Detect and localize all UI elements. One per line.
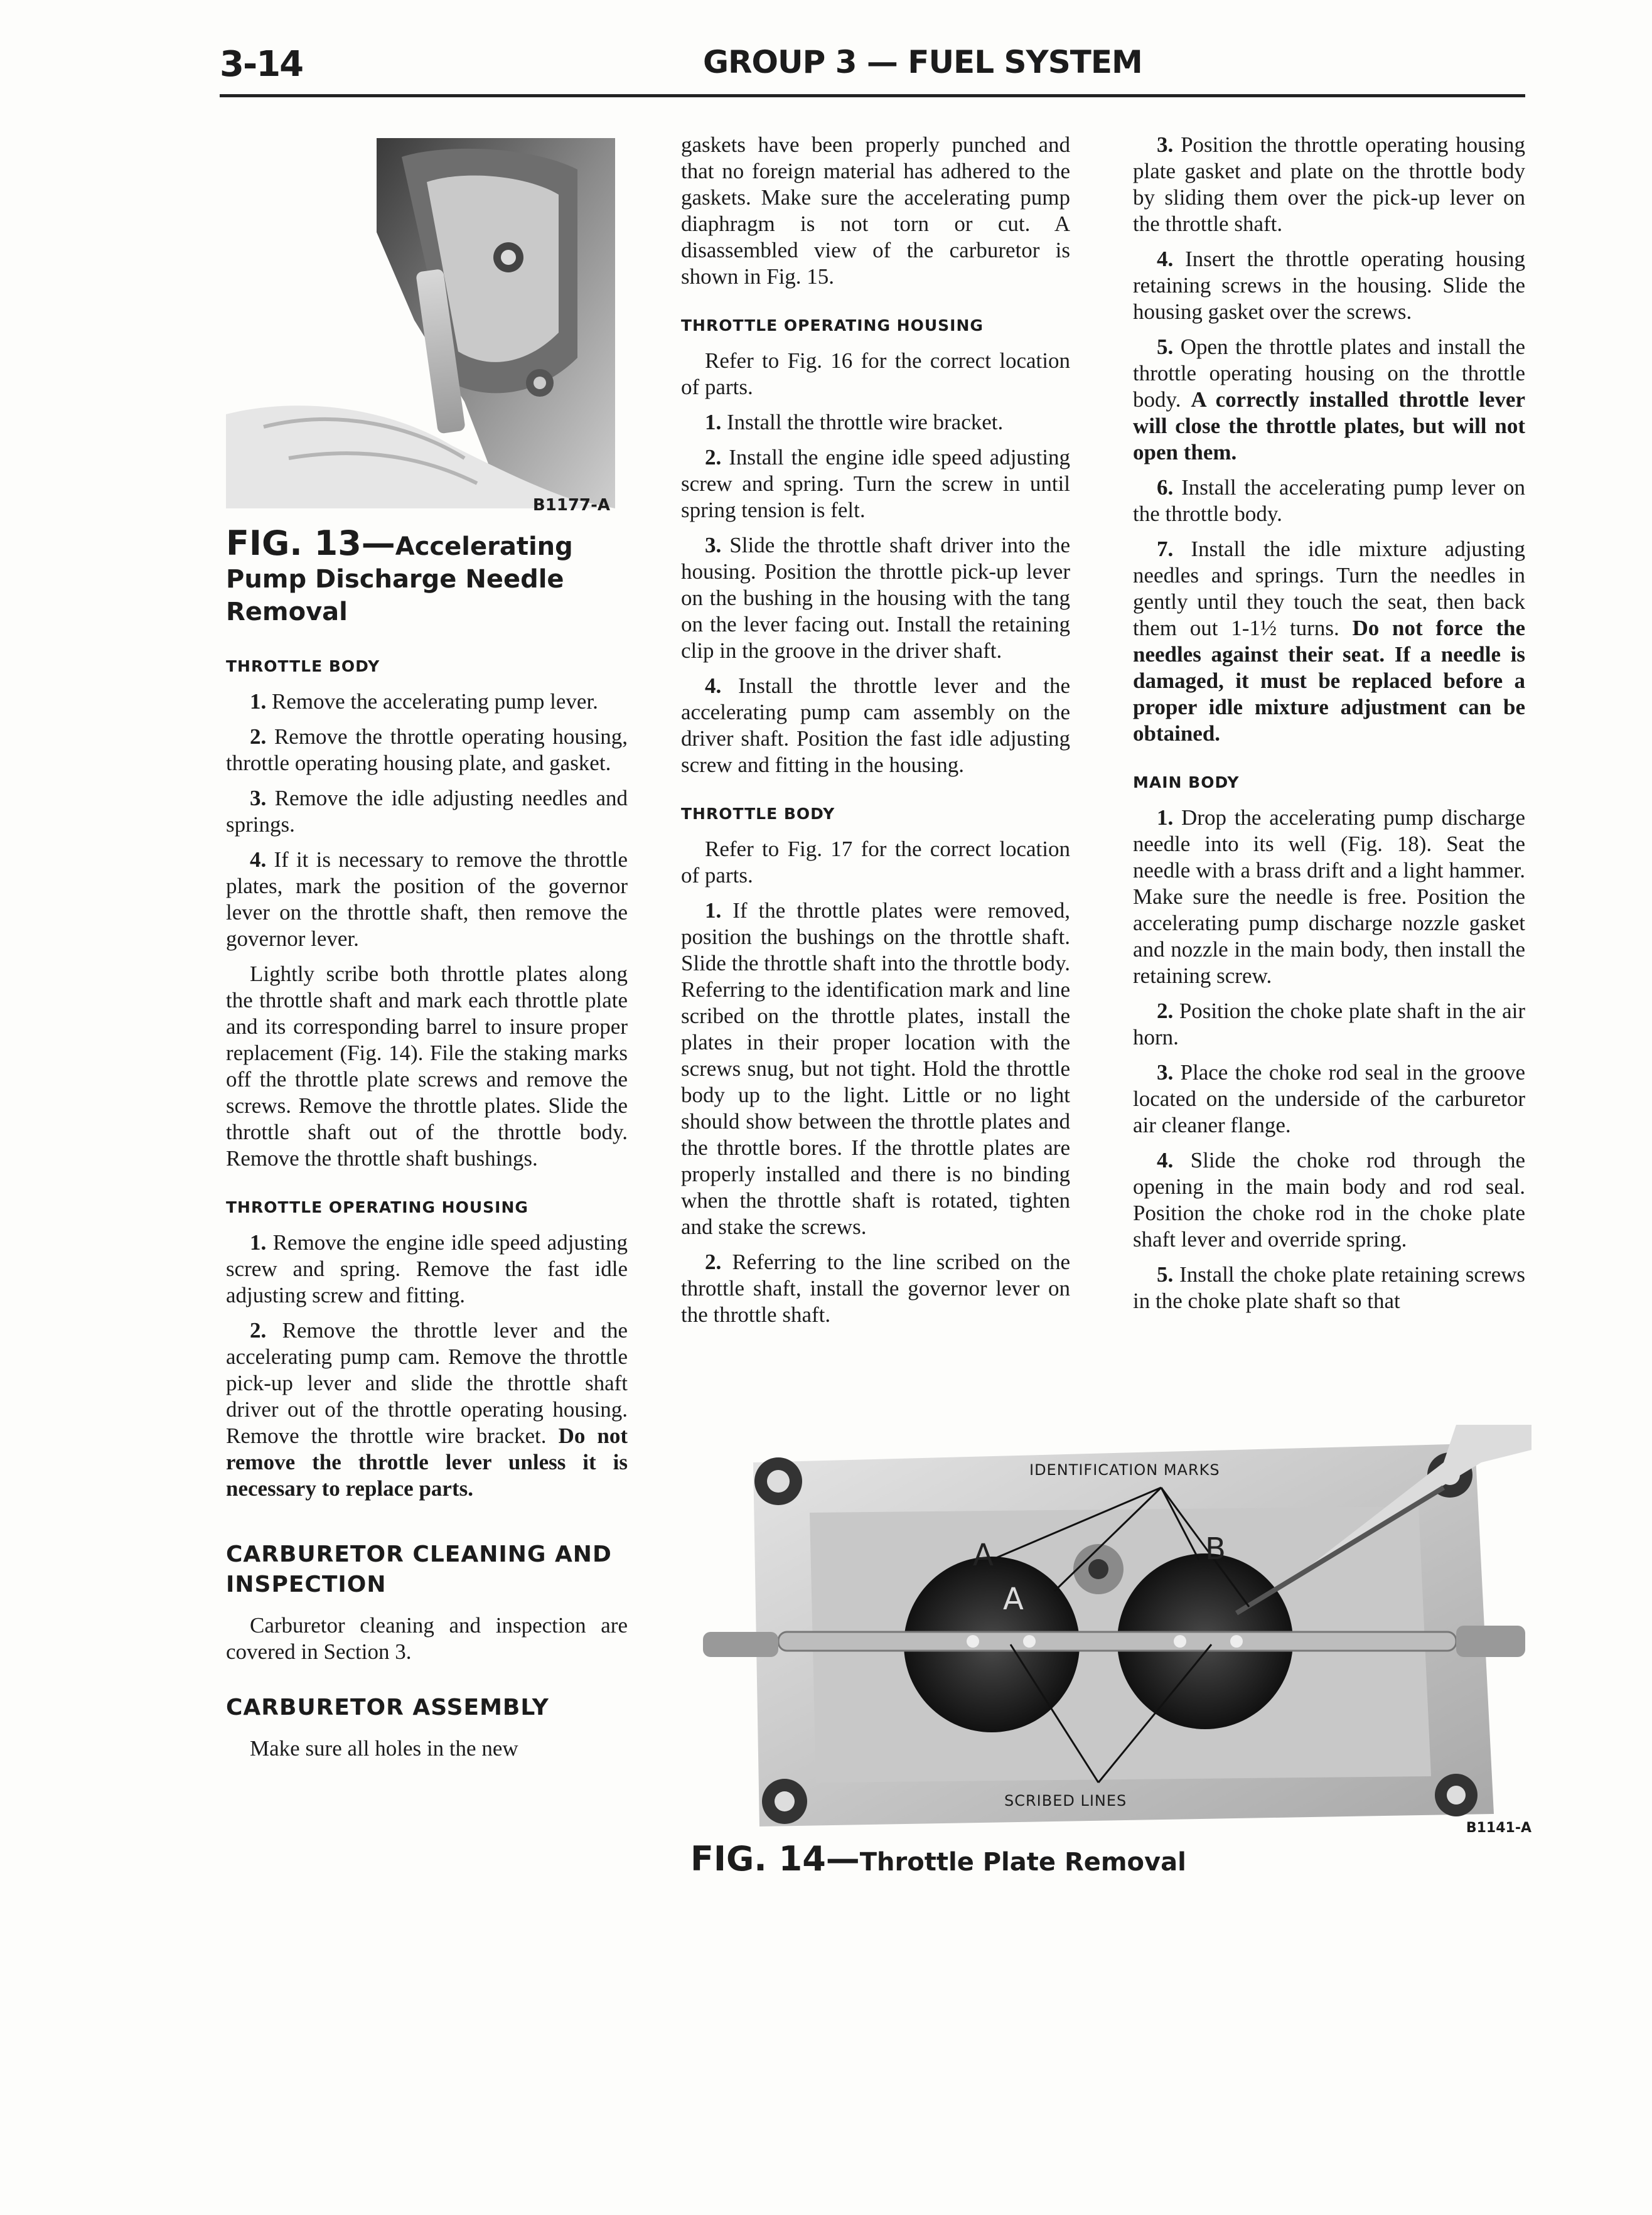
para-gaskets: gaskets have been properly punched and that no foreign material has adhered to the gaskets. Make sure the accelerating pump diaphragm is not torn or cut. A disassembled view of the carburetor is shown in Fig. 15. — [681, 132, 1070, 289]
warning-throttle-lever: Do not remove the throttle lever unless it is necessary to replace parts. — [226, 1424, 628, 1501]
letter-a-top: A — [973, 1538, 994, 1573]
step-a-2: 2. Install the engine idle speed adjusting screw and spring. Turn the screw in until spring tension is felt. — [681, 445, 1070, 522]
step-toh-2: 2. Remove the throttle lever and the accelerating pump cam. Remove the throttle pick-up lever and slide the throttle shaft driver out of the throttle operating housing. Remove the throttle wire bracket. Do not remove the throttle lever unless it is necessary to replace parts. — [226, 1318, 628, 1501]
page-group-title: GROUP 3 — FUEL SYSTEM — [703, 44, 1142, 80]
fig14-code: B1141-A — [1466, 1820, 1531, 1836]
step-m-5: 5. Install the choke plate retaining screws in the choke plate shaft so that — [1133, 1262, 1526, 1313]
fig13-label: FIG. 13— — [226, 523, 395, 563]
para-scribe: Lightly scribe both throttle plates along the throttle shaft and mark each throttle plate and its corresponding barrel to insure proper replacement (Fig. 14). File the staking marks off the throttle plate screws and remove the screws. Remove the throttle plates. Slide the throttle shaft out of the throttle body. Remove the throttle shaft bushings. — [226, 962, 628, 1171]
column-middle — [681, 132, 1070, 1337]
section-carburetor-assembly: CARBURETOR ASSEMBLY — [226, 1695, 549, 1720]
subhead-throttle-operating-housing: THROTTLE OPERATING HOUSING — [226, 1198, 528, 1216]
fig13-title: Accelerating Pump Discharge Needle Removal — [226, 532, 573, 626]
label-scribed-lines: SCRIBED LINES — [1004, 1792, 1127, 1810]
step-tb-1: 1. Remove the accelerating pump lever. — [250, 689, 598, 714]
step-tb-2: 2. Remove the throttle operating housing, throttle operating housing plate, and gasket. — [226, 724, 628, 775]
para-tb-intro: Refer to Fig. 17 for the correct location of parts. — [681, 837, 1070, 888]
step-m-1: 1. Drop the accelerating pump discharge needle into its well (Fig. 18). Seat the needle with a brass drift and a light hammer. Make sure the needle is free. Position the accelerating pump discharge nozzle gasket and nozzle in the main body, then install the retaining screw. — [1133, 805, 1525, 988]
subhead-main-body: MAIN BODY — [1133, 773, 1240, 791]
letter-b-top: B — [1205, 1531, 1226, 1567]
step-a-1: 1. Install the throttle wire bracket. — [705, 410, 1004, 434]
note-throttle-lever: A correctly installed throttle lever will close the throttle plates, but will not open them. — [1133, 387, 1525, 464]
step-c-4: 4. Insert the throttle operating housing retaining screws in the housing. Slide the housing gasket over the screws. — [1133, 247, 1525, 324]
warning-needles: Do not force the needles against their seat. If a needle is damaged, it must be replaced before a proper idle mixture adjustment can be obtained. — [1133, 616, 1525, 746]
step-c-6: 6. Install the accelerating pump lever on the throttle body. — [1133, 475, 1526, 526]
step-a-3: 3. Slide the throttle shaft driver into the housing. Position the throttle pick-up lever on the bushing in the housing with the tang on the lever facing out. Install the retaining clip in the groove in the driver shaft. — [681, 533, 1071, 663]
step-tb-4: 4. If it is necessary to remove the throttle plates, mark the position of the governor lever on the throttle shaft, then remove the governor lever. — [226, 847, 628, 951]
fig14-caption — [690, 1839, 1186, 1879]
para-cleaning: Carburetor cleaning and inspection are covered in Section 3. — [226, 1613, 628, 1664]
subhead-throttle-body-2: THROTTLE BODY — [681, 805, 835, 823]
subhead-throttle-body: THROTTLE BODY — [226, 657, 380, 675]
page-number: 3-14 — [220, 44, 303, 85]
fig14-photo — [703, 1425, 1531, 1858]
step-m-4: 4. Slide the choke rod through the opening in the main body and rod seal. Position the choke rod in the choke plate shaft lever and override spring. — [1133, 1148, 1526, 1252]
page-header — [220, 44, 1525, 97]
fig13-photo — [226, 132, 615, 521]
step-m-2: 2. Position the choke plate shaft in the air horn. — [1133, 999, 1525, 1049]
step-tb-3: 3. Remove the idle adjusting needles and springs. — [226, 786, 628, 837]
section-cleaning-inspection: CARBURETOR CLEANING AND INSPECTION — [226, 1542, 612, 1597]
step-c-7: 7. Install the idle mixture adjusting needles and springs. Turn the needles in gently until they touch the seat, then back them out 1-1½ turns. Do not force the needles against their seat. If a needle is damaged, it must be replaced before a proper idle mixture adjustment can be obtained. — [1133, 537, 1525, 746]
fig14-title: Throttle Plate Removal — [859, 1848, 1186, 1877]
step-m-3: 3. Place the choke rod seal in the groove located on the underside of the carburetor air cleaner flange. — [1133, 1060, 1525, 1137]
para-assembly: Make sure all holes in the new — [250, 1736, 518, 1761]
step-c-3: 3. Position the throttle operating housing plate gasket and plate on the throttle body by sliding them over the pick-up lever on the throttle shaft. — [1133, 132, 1525, 236]
step-b-2: 2. Referring to the line scribed on the throttle shaft, install the governor lever on the throttle shaft. — [681, 1250, 1071, 1327]
fig13-caption — [226, 523, 628, 628]
step-toh-1: 1. Remove the engine idle speed adjusting screw and spring. Remove the fast idle adjusting screw and fitting. — [226, 1230, 628, 1307]
letter-a-plate: A — [1003, 1582, 1024, 1617]
column-right — [1133, 132, 1525, 1323]
fig14-label: FIG. 14— — [690, 1839, 860, 1879]
fig13-code: B1177-A — [532, 496, 610, 515]
step-b-1: 1. If the throttle plates were removed, position the bushings on the throttle shaft. Slide the throttle shaft into the throttle body. Referring to the identification mark and line scribed on the throttle plates, install the plates in their proper location with the screws snug, but not tight. Hold the throttle body up to the light. Little or no light should show between the throttle plates and the throttle bores. If the throttle plates are properly installed and there is no binding when the throttle shaft is rotated, tighten and stake the screws. — [681, 898, 1071, 1239]
label-identification-marks: IDENTIFICATION MARKS — [1029, 1461, 1220, 1479]
para-toh-intro: Refer to Fig. 16 for the correct location of parts. — [681, 348, 1070, 399]
step-a-4: 4. Install the throttle lever and the accelerating pump cam assembly on the driver shaft. Position the fast idle adjusting screw and fitting in the housing. — [681, 673, 1071, 777]
column-left — [226, 132, 628, 1771]
step-c-5: 5. Open the throttle plates and install the throttle operating housing on the throttle body. A correctly installed throttle lever will close the throttle plates, but will not open them. — [1133, 335, 1525, 464]
subhead-throttle-operating-housing-2: THROTTLE OPERATING HOUSING — [681, 316, 984, 335]
